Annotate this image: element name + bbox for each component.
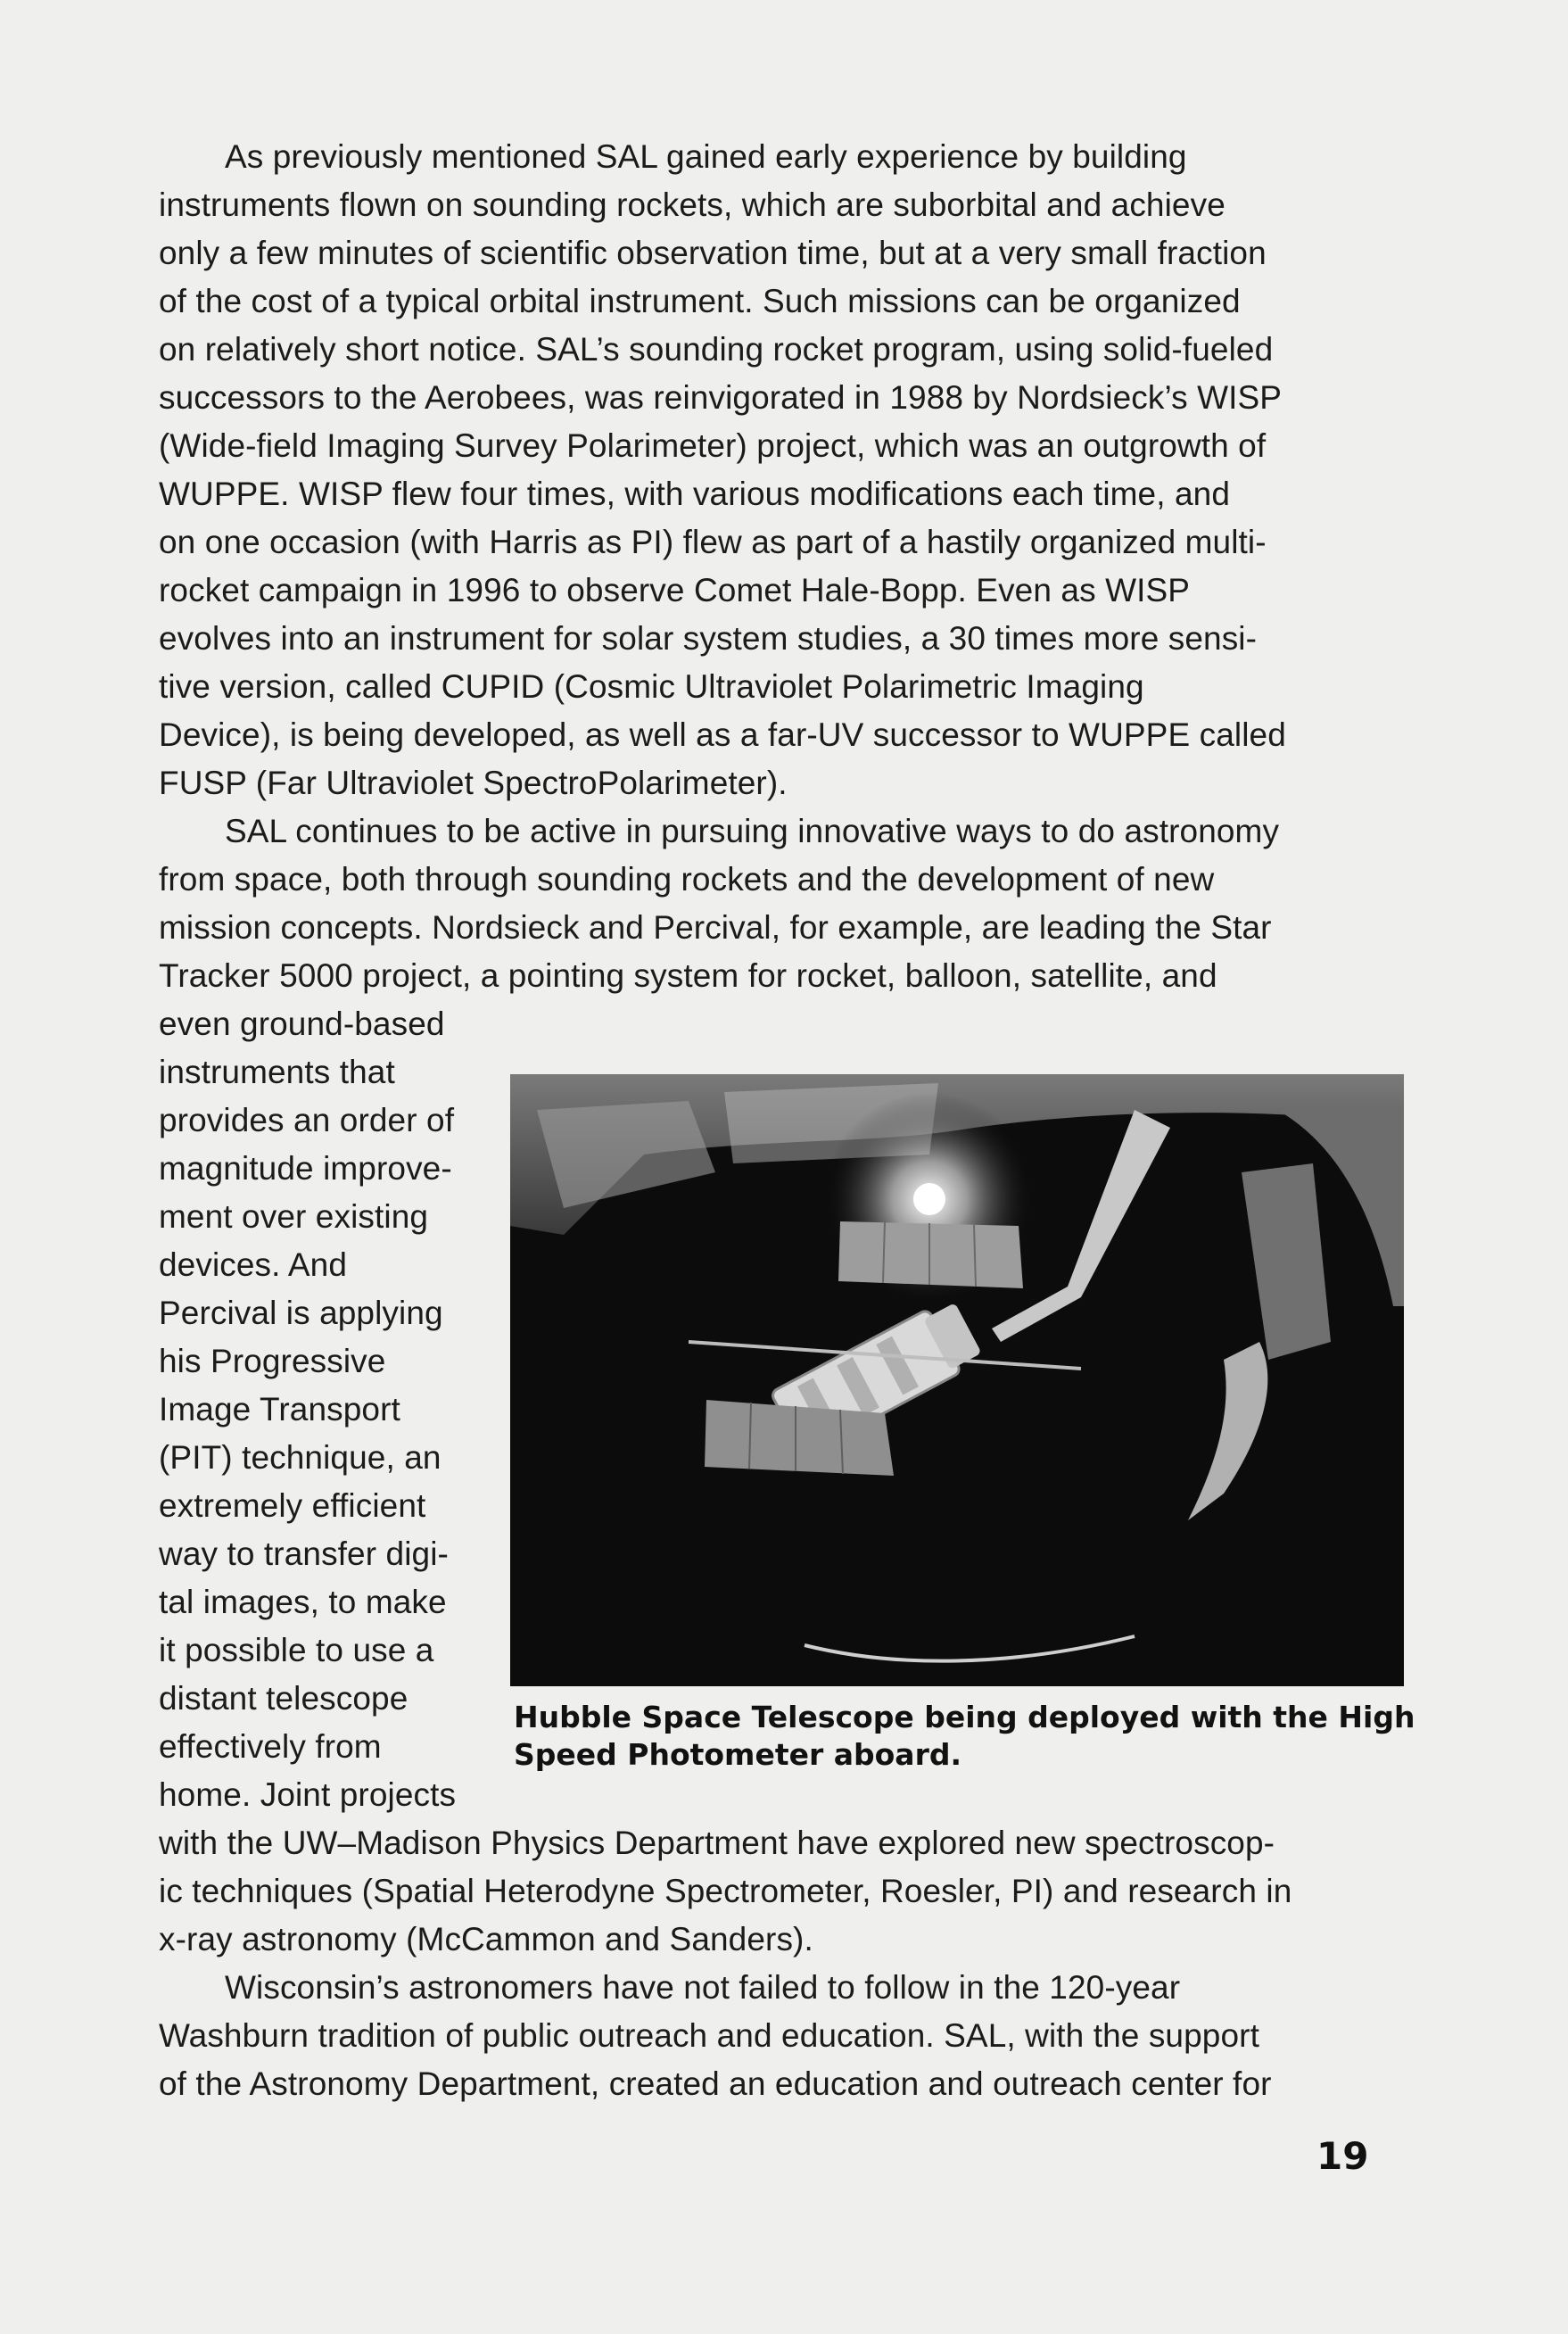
- body-text-line: with the UW–Madison Physics Department have explored new spectroscop-: [159, 1825, 1275, 1861]
- body-text-line: home. Joint projects: [159, 1776, 457, 1813]
- body-text-line: instruments flown on sounding rockets, which are suborbital and achieve: [159, 186, 1226, 223]
- body-text-line: Tracker 5000 project, a pointing system for rocket, balloon, satellite, and: [159, 957, 1217, 994]
- body-text-line: from space, both through sounding rockets and the development of new: [159, 861, 1215, 898]
- body-text-line: FUSP (Far Ultraviolet SpectroPolarimeter).: [159, 765, 788, 801]
- body-text-line: mission concepts. Nordsieck and Percival, for example, are leading the Star: [159, 909, 1272, 946]
- body-text-line: Washburn tradition of public outreach and education. SAL, with the support: [159, 2017, 1259, 2054]
- body-text-line: of the Astronomy Department, created an education and outreach center for: [159, 2065, 1272, 2102]
- body-text-line: way to transfer digi-: [159, 1535, 449, 1572]
- solar-array-upper: [838, 1221, 1023, 1288]
- body-text-line: Wisconsin’s astronomers have not failed to follow in the 120-year: [225, 1969, 1181, 2006]
- body-text-line: provides an order of: [159, 1102, 455, 1138]
- hubble-deployment-photo: [510, 1074, 1404, 1686]
- body-text-line: Device), is being developed, as well as a far-UV successor to WUPPE called: [159, 716, 1286, 753]
- body-text-line: evolves into an instrument for solar system studies, a 30 times more sensi-: [159, 620, 1258, 657]
- body-text-line: on one occasion (with Harris as PI) flew as part of a hastily organized multi-: [159, 524, 1267, 560]
- body-text-line: x-ray astronomy (McCammon and Sanders).: [159, 1921, 813, 1957]
- body-text-line: it possible to use a: [159, 1632, 434, 1668]
- body-text-line: tal images, to make: [159, 1584, 447, 1620]
- body-text-line: As previously mentioned SAL gained early experience by building: [225, 138, 1187, 175]
- body-text-line: on relatively short notice. SAL’s sounding rocket program, using solid-fueled: [159, 331, 1274, 368]
- body-text-line: tive version, called CUPID (Cosmic Ultraviolet Polarimetric Imaging: [159, 668, 1144, 705]
- body-text-line: distant telescope: [159, 1680, 409, 1717]
- body-text-line: only a few minutes of scientific observation time, but at a very small fraction: [159, 235, 1267, 271]
- body-text-line: extremely efficient: [159, 1487, 426, 1524]
- page-number: 19: [1316, 2134, 1369, 2178]
- body-text-line: of the cost of a typical orbital instrument. Such missions can be organized: [159, 283, 1241, 319]
- body-text-line: SAL continues to be active in pursuing innovative ways to do astronomy: [225, 813, 1280, 849]
- body-text-line: effectively from: [159, 1728, 382, 1765]
- body-text-line: Image Transport: [159, 1391, 400, 1428]
- body-text-line: successors to the Aerobees, was reinvigorated in 1988 by Nordsieck’s WISP: [159, 379, 1283, 416]
- body-text-line: (Wide-field Imaging Survey Polarimeter) project, which was an outgrowth of: [159, 427, 1267, 464]
- body-text-line: (PIT) technique, an: [159, 1439, 442, 1476]
- figure-caption-line: Speed Photometer aboard.: [514, 1737, 962, 1772]
- body-text-line: WUPPE. WISP flew four times, with various modifications each time, and: [159, 476, 1231, 512]
- figure-caption-line: Hubble Space Telescope being deployed with the High: [514, 1700, 1415, 1734]
- body-text-line: ment over existing: [159, 1198, 429, 1235]
- body-text-line: instruments that: [159, 1054, 395, 1090]
- body-text-line: devices. And: [159, 1246, 348, 1283]
- body-text-line: Percival is applying: [159, 1295, 443, 1331]
- body-text-line: ic techniques (Spatial Heterodyne Spectrometer, Roesler, PI) and research in: [159, 1873, 1292, 1909]
- body-text-line: rocket campaign in 1996 to observe Comet Hale-Bopp. Even as WISP: [159, 572, 1191, 608]
- body-text-line: even ground-based: [159, 1006, 445, 1042]
- body-text-line: magnitude improve-: [159, 1150, 452, 1187]
- body-text-line: his Progressive: [159, 1343, 386, 1379]
